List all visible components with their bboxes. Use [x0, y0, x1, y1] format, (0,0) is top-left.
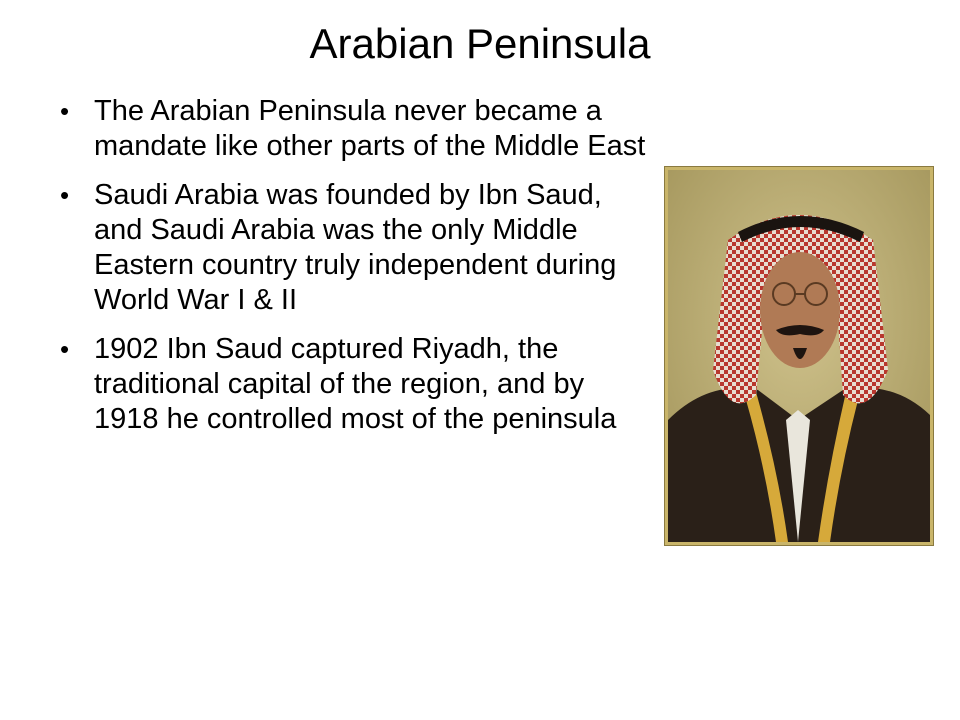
bullet-icon: • [60, 180, 70, 210]
bullet-icon: • [60, 96, 70, 126]
bullet-text: Saudi Arabia was founded by Ibn Saud, and Saudi Arabia was the only Middle Eastern country truly independent during World War I & II [94, 179, 617, 316]
bullet-item [60, 94, 650, 164]
portrait-illustration [668, 170, 930, 542]
bullet-item [60, 178, 650, 318]
bullet-icon: • [60, 334, 70, 364]
bullet-item [60, 332, 650, 437]
bullet-text: The Arabian Peninsula never became a mandate like other parts of the Middle East [94, 95, 646, 162]
bullet-text: 1902 Ibn Saud captured Riyadh, the traditional capital of the region, and by 1918 he controlled most of the peninsula [94, 333, 617, 435]
bullet-list [60, 94, 650, 451]
portrait-image [665, 167, 933, 545]
slide-title: Arabian Peninsula [309, 20, 651, 67]
